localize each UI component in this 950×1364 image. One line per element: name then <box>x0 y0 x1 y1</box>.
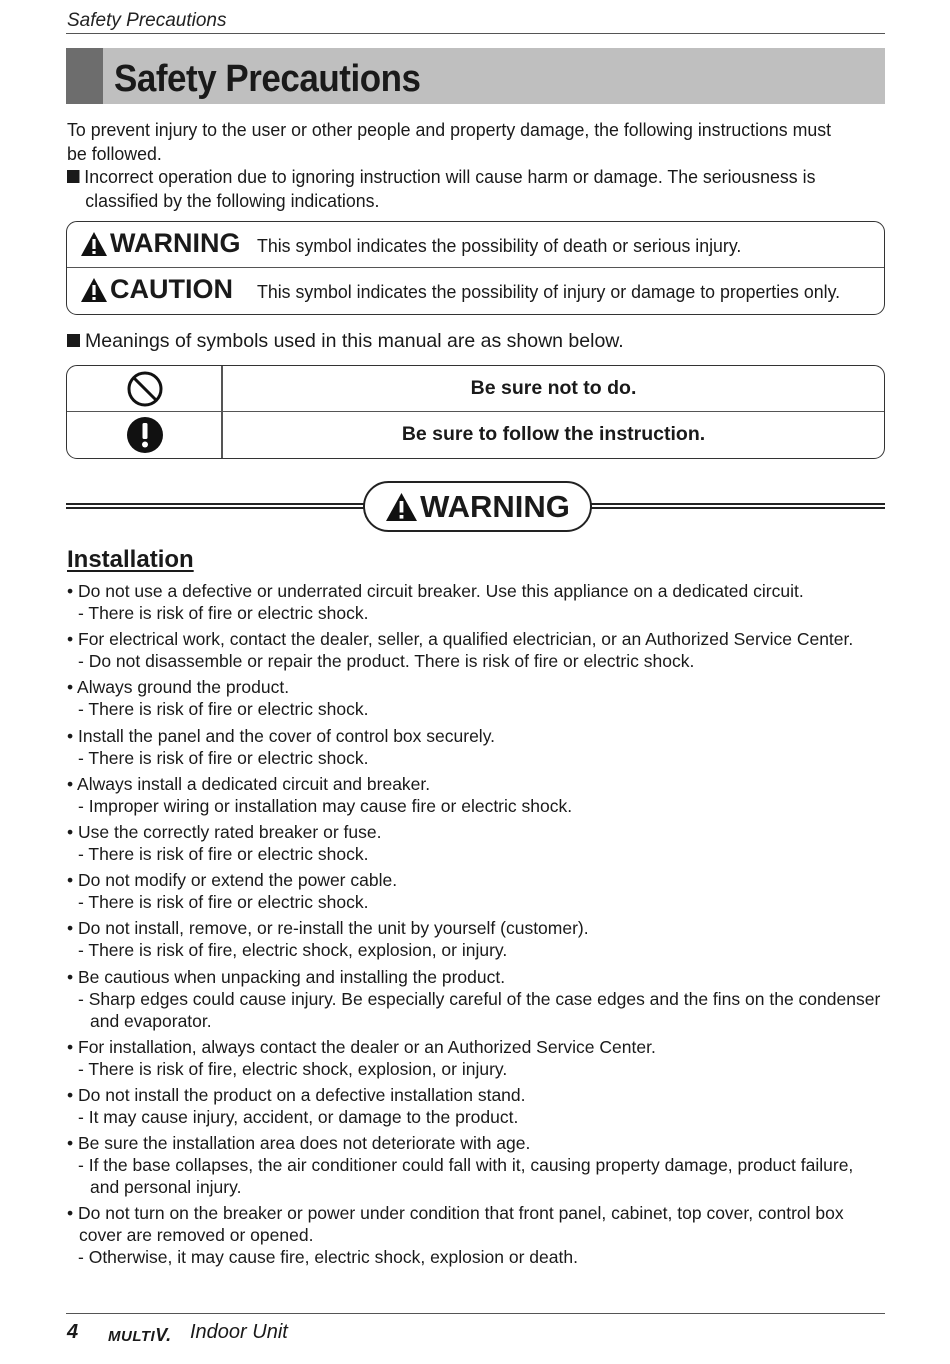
list-item-sub: - There is risk of fire or electric shock. <box>78 843 369 864</box>
list-item-sub: - Sharp edges could cause injury. Be especially careful of the case edges and the fins on the condenser and evaporator. <box>78 988 881 1031</box>
prohibition-text: Be sure not to do. <box>470 377 637 399</box>
list-item <box>67 725 887 769</box>
list-item <box>67 917 887 961</box>
list-item <box>67 1202 887 1268</box>
list-item-sub: - There is risk of fire or electric shock. <box>78 699 369 720</box>
warning-banner: WARNING <box>363 481 592 532</box>
dash-icon: - <box>78 1155 89 1176</box>
list-item-sub: - Do not disassemble or repair the product. There is risk of fire or electric shock. <box>78 651 695 672</box>
footer-label: Indoor Unit <box>190 1321 288 1343</box>
bullet-icon: • <box>67 1203 78 1224</box>
intro <box>67 118 849 212</box>
mandatory-action-text: Be sure to follow the instruction. <box>401 423 706 445</box>
list-item-sub: - Otherwise, it may cause fire, electric shock, explosion or death. <box>78 1247 578 1268</box>
dash-icon: - <box>78 699 89 720</box>
list-item <box>67 966 887 1032</box>
dash-icon: - <box>78 940 89 961</box>
symbol-row-prohibition <box>67 366 884 412</box>
section-title-installation: Installation <box>67 546 194 573</box>
list-item-main: • Do not turn on the breaker or power under condition that front panel, cabinet, top cover, control box cover are removed or opened. <box>67 1203 844 1246</box>
list-item-sub: - If the base collapses, the air conditioner could fall with it, causing property damage, product failure, and personal injury. <box>78 1155 854 1198</box>
running-header: Safety Precautions <box>67 10 227 31</box>
list-item-sub: - It may cause injury, accident, or damage to the product. <box>78 1106 519 1127</box>
bullet-icon: • <box>67 581 78 601</box>
caution-description: This symbol indicates the possibility of injury or damage to properties only. <box>257 281 841 302</box>
brand-logo: MULTIV. <box>108 1325 172 1345</box>
page-number: 4 <box>67 1321 79 1343</box>
bullet-icon: • <box>67 870 78 891</box>
list-item <box>67 821 887 865</box>
list-item-sub: - There is risk of fire or electric shock. <box>78 892 369 913</box>
list-item-sub: - Improper wiring or installation may cause fire or electric shock. <box>78 795 573 816</box>
list-item-sub: - There is risk of fire or electric shock. <box>78 603 369 623</box>
symbols-intro: Meanings of symbols used in this manual are as shown below. <box>67 330 624 353</box>
intro-line-2: Incorrect operation due to ignoring instruction will cause harm or damage. The seriousness is classified by the following indications. <box>67 165 849 212</box>
intro-line-1: To prevent injury to the user or other people and property damage, the following instructions must be followed. <box>67 119 832 164</box>
list-item-sub: - There is risk of fire or electric shock. <box>78 747 369 768</box>
warning-rule-left <box>66 503 366 509</box>
caution-triangle-icon <box>80 277 108 303</box>
title-bar <box>66 48 885 104</box>
caution-signal: CAUTION <box>80 274 233 305</box>
dash-icon: - <box>78 747 89 768</box>
dash-icon: - <box>78 1106 89 1127</box>
dash-icon: - <box>78 795 89 816</box>
square-bullet-icon <box>67 334 80 347</box>
footer-rule <box>66 1313 885 1314</box>
page-title: Safety Precautions <box>114 58 421 100</box>
indication-table <box>66 221 885 315</box>
list-item-main: • For electrical work, contact the dealer, seller, a qualified electrician, or an Authorized Service Center. <box>67 629 854 650</box>
list-item-main: • Do not use a defective or underrated circuit breaker. Use this appliance on a dedicated circuit. <box>67 581 804 601</box>
list-item-main: • Do not modify or extend the power cable. <box>67 870 398 891</box>
list-item-main: • Always install a dedicated circuit and breaker. <box>67 773 431 794</box>
bullet-icon: • <box>67 1084 78 1105</box>
prohibition-icon <box>126 370 164 408</box>
dash-icon: - <box>78 988 89 1009</box>
symbol-row-mandatory <box>67 412 884 458</box>
list-item <box>67 580 887 624</box>
list-item-main: • Do not install the product on a defective installation stand. <box>67 1084 526 1105</box>
indication-row-warning <box>67 222 884 268</box>
title-tab <box>66 48 103 104</box>
list-item-main: • For installation, always contact the dealer or an Authorized Service Center. <box>67 1036 656 1057</box>
indication-row-caution <box>67 268 884 314</box>
list-item <box>67 676 887 720</box>
list-item-main: • Use the correctly rated breaker or fuse. <box>67 821 382 842</box>
warning-description: This symbol indicates the possibility of death or serious injury. <box>257 235 742 256</box>
bullet-icon: • <box>67 629 78 650</box>
header-rule <box>66 33 885 34</box>
bullet-icon: • <box>67 966 78 987</box>
list-item-main: • Be cautious when unpacking and installing the product. <box>67 966 506 987</box>
warning-rule-right <box>590 503 885 509</box>
bullet-icon: • <box>67 773 78 794</box>
dash-icon: - <box>78 1247 89 1268</box>
bullet-icon: • <box>67 1036 78 1057</box>
square-bullet-icon <box>67 170 79 183</box>
dash-icon: - <box>78 892 89 913</box>
list-item <box>67 869 887 913</box>
dash-icon: - <box>78 651 89 672</box>
warning-triangle-icon <box>385 492 418 522</box>
installation-list <box>67 580 887 1272</box>
list-item-sub: - There is risk of fire, electric shock, explosion, or injury. <box>78 1058 508 1079</box>
list-item-main: • Install the panel and the cover of control box securely. <box>67 725 496 746</box>
mandatory-action-icon <box>126 416 164 454</box>
dash-icon: - <box>78 843 89 864</box>
list-item <box>67 1132 887 1198</box>
bullet-icon: • <box>67 725 78 746</box>
list-item-main: • Always ground the product. <box>67 677 290 698</box>
list-item <box>67 773 887 817</box>
bullet-icon: • <box>67 821 78 842</box>
bullet-icon: • <box>67 1133 78 1154</box>
dash-icon: - <box>78 1058 89 1079</box>
dash-icon: - <box>78 603 89 623</box>
list-item-main: • Be sure the installation area does not deteriorate with age. <box>67 1133 531 1154</box>
list-item <box>67 1084 887 1128</box>
list-item-main: • Do not install, remove, or re-install the unit by yourself (customer). <box>67 918 589 939</box>
list-item <box>67 1036 887 1080</box>
list-item-sub: - There is risk of fire, electric shock, explosion, or injury. <box>78 940 508 961</box>
warning-triangle-icon <box>80 231 108 257</box>
bullet-icon: • <box>67 918 78 939</box>
symbol-table <box>66 365 885 459</box>
list-item <box>67 628 887 672</box>
warning-signal: WARNING <box>80 228 241 259</box>
bullet-icon: • <box>67 677 78 698</box>
